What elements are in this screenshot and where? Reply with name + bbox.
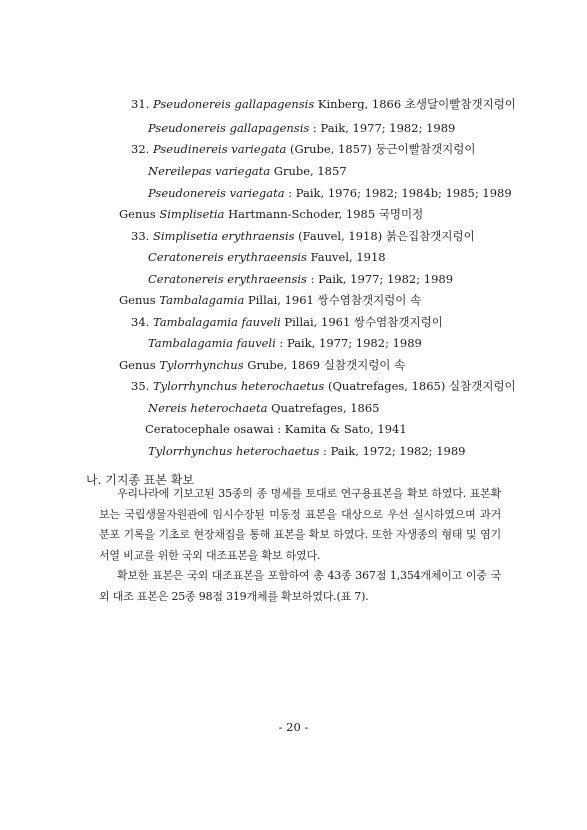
body-paragraph: 확보한 표본은 국외 대조표본을 포함하여 총 43종 367점 1,354개체이고 이중 국외 대조 표본은 25종 98점 319개체를 확보하였다.(표 7). <box>99 569 501 603</box>
entry-detail: Fauvel, 1918 <box>306 250 386 264</box>
entry-number: 35. <box>131 379 150 393</box>
entry-number: 33. <box>131 229 150 243</box>
entry-detail: : Paik, 1977; 1982; 1989 <box>309 121 456 135</box>
section-heading: 나. 기지종 표본 확보 <box>86 473 194 487</box>
entry-detail: Quatrefages, 1865 <box>267 401 380 415</box>
genus-entry-tambalagamia <box>119 293 421 307</box>
species-name: Simplisetia erythraensis <box>152 229 295 243</box>
synonym-entry <box>148 444 465 458</box>
synonym-entry <box>148 121 455 135</box>
entry-detail: : Paik, 1972; 1982; 1989 <box>319 444 466 458</box>
genus-name: Simplisetia <box>159 207 225 221</box>
species-name: Ceratonereis erythraeensis <box>148 272 307 286</box>
entry-detail: Grube, 1869 실참갯지렁이 속 <box>243 358 406 372</box>
entry-number: 34. <box>131 315 150 329</box>
species-name: Pseudinereis variegata <box>152 142 287 156</box>
species-name: Pseudonereis gallapagensis <box>148 121 310 135</box>
genus-entry-tylorrhynchus <box>119 358 405 372</box>
entry-detail: Pillai, 1961 쌍수염참갯지렁이 속 <box>244 293 422 307</box>
entry-detail: (Quatrefages, 1865) 실참갯지렁이 <box>324 379 516 393</box>
species-name: Ceratonereis erythraeensis <box>148 250 307 264</box>
species-name: Tylorrhynchus heterochaetus <box>148 444 320 458</box>
genus-prefix: Genus <box>119 358 160 372</box>
genus-prefix: Genus <box>119 207 160 221</box>
species-entry-34 <box>131 315 443 329</box>
synonym-entry <box>148 164 347 178</box>
entry-number: 32. <box>131 142 150 156</box>
entry-detail: Ceratocephale osawai : Kamita & Sato, 1941 <box>145 422 407 436</box>
species-entry-32 <box>131 142 475 156</box>
entry-detail: Hartmann-Schoder, 1985 국명미정 <box>224 207 424 221</box>
species-name: Nereilepas variegata <box>148 164 271 178</box>
entry-detail: : Paik, 1977; 1982; 1989 <box>275 336 422 350</box>
species-name: Nereis heterochaeta <box>148 401 268 415</box>
entry-detail: Kinberg, 1866 초생달이빨참갯지렁이 <box>314 97 516 111</box>
body-paragraph: 우리나라에 기보고된 35종의 종 명세를 토대로 연구용표본을 확보 하였다. 표본확보는 국립생물자원관에 임시수장된 미동정 표본을 대상으로 우선 실시하였으며 과거 분포 기록을 기초로 현장채집을 통해 표본을 확보 하였다. 또한 자생종의 형태 및 염기서열 비교를 위한 국외 대조표본을 확보 하였다. <box>99 487 501 562</box>
synonym-entry <box>145 422 407 436</box>
species-name: Tambalagamia fauveli <box>148 336 276 350</box>
entry-detail: Pillai, 1961 쌍수염참갯지렁이 <box>280 315 443 329</box>
genus-name: Tylorrhynchus <box>159 358 244 372</box>
genus-name: Tambalagamia <box>159 293 245 307</box>
entry-detail: (Grube, 1857) 둥근이빨참갯지렁이 <box>286 142 476 156</box>
species-entry-33 <box>131 229 475 243</box>
synonym-entry <box>148 272 453 286</box>
entry-number: 31. <box>131 97 150 111</box>
species-name: Pseudonereis variegata <box>148 186 285 200</box>
genus-prefix: Genus <box>119 293 160 307</box>
entry-detail: : Paik, 1977; 1982; 1989 <box>306 272 454 286</box>
species-name: Pseudonereis gallapagensis <box>152 97 315 111</box>
species-entry-35 <box>131 379 516 393</box>
page-number: - 20 - <box>278 720 309 734</box>
species-entry-31 <box>131 97 516 111</box>
entry-detail: : Paik, 1976; 1982; 1984b; 1985; 1989 <box>284 186 512 200</box>
genus-entry-simplisetia <box>119 207 423 221</box>
synonym-entry <box>148 336 422 350</box>
entry-detail: Grube, 1857 <box>270 164 347 178</box>
synonym-entry <box>148 401 379 415</box>
species-name: Tylorrhynchus heterochaetus <box>152 379 325 393</box>
synonym-entry <box>148 250 386 264</box>
synonym-entry <box>148 186 512 200</box>
species-name: Tambalagamia fauveli <box>152 315 281 329</box>
entry-detail: (Fauvel, 1918) 붉은집참갯지렁이 <box>294 229 475 243</box>
